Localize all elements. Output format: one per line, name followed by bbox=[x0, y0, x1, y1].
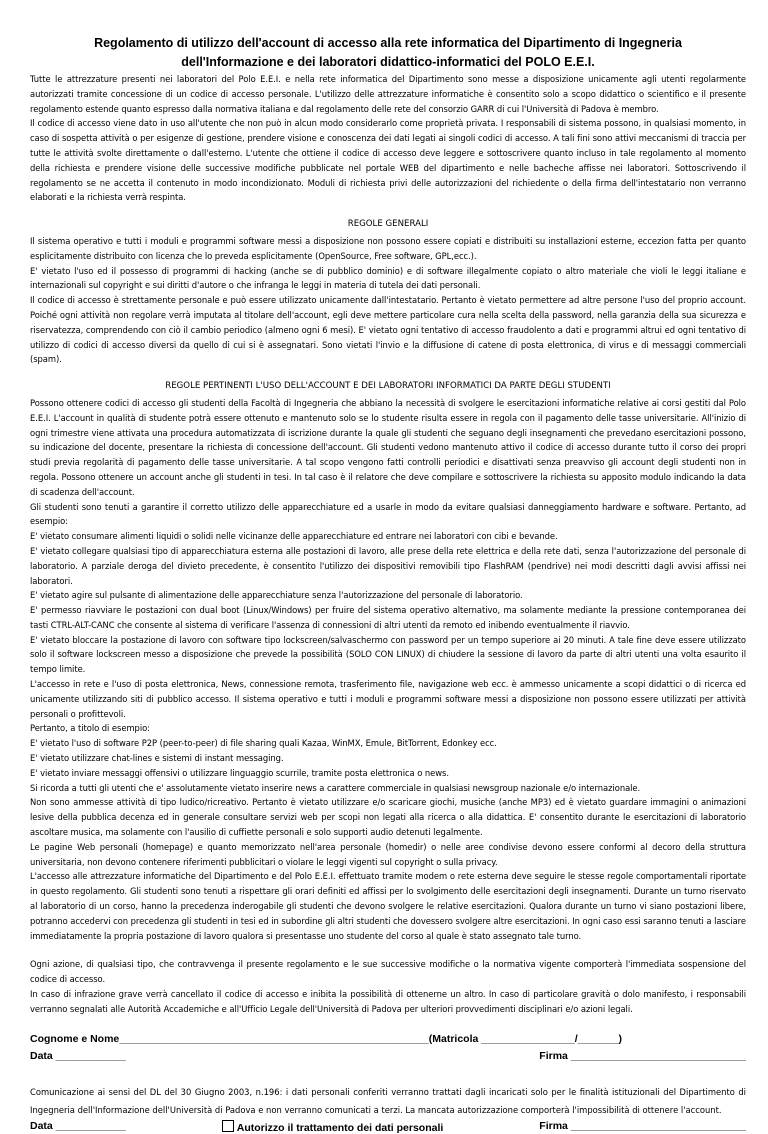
rule-paragraph: Gli studenti sono tenuti a garantire il corretto utilizzo delle apparecchiature ed a usarle in modo da evitare qualsiasi danneggiamento hardware e software. Pertanto, ad esempio: bbox=[30, 501, 746, 527]
name-field-row bbox=[30, 1031, 746, 1048]
rule-paragraph: Pertanto, a titolo di esempio: bbox=[30, 723, 150, 734]
rule-paragraph: Si ricorda a tutti gli utenti che e' assolutamente vietato inserire news a carattere commerciale in qualsiasi newsgroup nazionale e/o internazionale. bbox=[30, 782, 641, 793]
rule-paragraph: E' permesso riavviare le postazioni con dual boot (Linux/Windows) per fruire del sistema operativo alternativo, ma solamente mediante la pressione contemporanea dei tasti CTRL-ALT-CANC che consente al sistema di verificare l'assenza di connessioni di altri utenti da remoto ed inibendo eventualmente il riavvio. bbox=[30, 605, 746, 630]
regulation-document bbox=[30, 34, 746, 1134]
intro-section bbox=[30, 72, 746, 205]
privacy-date-field[interactable]: Data ____________ bbox=[30, 1119, 126, 1132]
rule-paragraph: Non sono ammesse attività di tipo ludico/ricreativo. Pertanto è vietato utilizzare e/o scaricare giochi, musiche (anche MP3) ed è vietato guardare immagini o animazioni lesive della pubblica decenza ed in generale consultare servizi web per scopi non legati alla ricerca o alla didattica. E' consentito durante le esercitazioni di laboratorio ascoltare musica, ma solamente con l'ausilio di cuffiette personali e solo supporti audio detenuti legalmente. bbox=[30, 797, 746, 838]
rule-paragraph: E' vietato inviare messaggi offensivi o utilizzare linguaggio scurrile, tramite posta elettronica o news. bbox=[30, 767, 449, 778]
rule-paragraph: Il codice di accesso è strettamente personale e può essere utilizzato unicamente dall'intestatario. Pertanto è vietato permettere ad altre persone l'uso del proprio account. Poiché ogni attività non regolare verrà imputata al titolare dell'account, egli deve mettere particolare cura nella scelta della password, nella garanzia della sua sicurezza e riservatezza, comprendendo con ciò il cambio periodico (almeno ogni 6 mesi). E' vietato ogni tentativo di accesso fraudolento a dati e programmi altrui ed ogni tentativo di utilizzo di codici di accesso diversi da quello di cui si è assegnatari. Sono vietati l'invio e la diffusione di catene di posta elettronica, di virus e di messaggi commerciali (spam). bbox=[30, 295, 746, 365]
signature-field[interactable]: Firma ______________________________ bbox=[539, 1049, 746, 1062]
privacy-signature-row bbox=[30, 1120, 746, 1134]
rule-paragraph: E' vietato utilizzare chat-lines e sistemi di instant messaging. bbox=[30, 753, 284, 764]
date-field[interactable]: Data ____________ bbox=[30, 1049, 126, 1062]
closing-paragraph: Ogni azione, di qualsiasi tipo, che contravvenga il presente regolamento e le sue successive modifiche o la normativa vigente comporterà l'immediata sospensione del codice di accesso. bbox=[30, 959, 746, 985]
closing-paragraph: In caso di infrazione grave verrà cancellato il codice di accesso e inibita la possibilità di ottenerne un altro. In caso di particolare gravità o dolo manifesto, i responsabili verranno segnalati alle Autorità Accademiche e all'Ufficio Legale dell'Università di Padova per ulteriori provvedimenti disciplinari e/o azioni legali. bbox=[30, 989, 746, 1014]
section-heading-students: REGOLE PERTINENTI L'USO DELL'ACCOUNT E DEI LABORATORI INFORMATICI DA PARTE DEGLI STUDENTI bbox=[165, 381, 611, 392]
privacy-notice: Comunicazione ai sensi del DL del 30 Giugno 2003, n.196: i dati personali conferiti verranno trattati dagli incaricati solo per le finalità istituzionali del Dipartimento di Ingegneria dell'Informazione dell'Università di Padova e non verranno comunicati a terzi. La mancata autorizzazione comporterà l'impossibilità di ottenere l'account. bbox=[30, 1086, 746, 1115]
checkbox-icon[interactable] bbox=[222, 1120, 234, 1132]
rule-paragraph: E' vietato agire sul pulsante di alimentazione delle apparecchiature senza l'autorizzazione del personale di laboratorio. bbox=[30, 590, 523, 601]
rule-paragraph: Le pagine Web personali (homepage) e quanto memorizzato nell'area personale (homedir) o nelle aree condivise devono essere conformi al decoro della struttura universitaria, non devono contenere riferimenti pubblicitari o violare le leggi vigenti sul copyright o sulla privacy. bbox=[30, 841, 746, 867]
privacy-signature-field[interactable]: Firma ______________________________ bbox=[539, 1119, 746, 1132]
authorize-checkbox-group[interactable] bbox=[222, 1120, 444, 1134]
date-signature-row bbox=[30, 1048, 746, 1065]
rule-paragraph: E' vietato bloccare la postazione di lavoro con software tipo lockscreen/salvaschermo con password per un tempo superiore ai 20 minuti. A tale fine deve essere utilizzato solo il software lockscreen messo a disposizione che prevede la possibilità (SOLO CON LINUX) di chiudere la sessione di lavoro da parte di altri utenti una volta esaurito il tempo limite. bbox=[30, 634, 746, 675]
rule-paragraph: E' vietato consumare alimenti liquidi o solidi nelle vicinanze delle apparecchiature ed entrare nei laboratori con cibi e bevande. bbox=[30, 531, 558, 542]
name-matricola-field[interactable]: Cognome e Nome_____________________________________________________(Matricola ________________/_______) bbox=[30, 1032, 622, 1045]
rule-paragraph: L'accesso alle attrezzature informatiche del Dipartimento e del Polo E.E.I. effettuato tramite modem o rete esterna deve seguire le stesse regole comportamentali riportate in questo regolamento. Gli studenti sono tenuti a rispettare gli orari definiti ed affissi per lo svolgimento delle esercitazioni degli insegnamenti. Durante un turno riservato al laboratorio di un corso, hanno la precedenza inderogabile gli studenti che devono svolgere le relative esercitazioni. Qualora durante un turno vi siano postazioni libere, potranno accedervi con precedenza gli studenti in tesi ed in subordine gli altri studenti che dovessero svolgere altre esercitazioni. In ogni caso essi saranno tenuti a lasciare immediatamente la propria postazione di lavoro qualora si presentasse uno studente del corso al quale è stato assegnato tale turno. bbox=[30, 871, 746, 941]
section-heading-general: REGOLE GENERALI bbox=[347, 219, 429, 230]
rule-paragraph: Il sistema operativo e tutti i moduli e programmi software messi a disposizione non possono essere copiati e distribuiti su installazioni esterne, eccezion fatta per quanto esplicitamente distribuito con licenza che lo preveda esplicitamente (OpenSource, Free software, GPL,ecc.). bbox=[30, 235, 746, 261]
title-line-1: Regolamento di utilizzo dell'account di accesso alla rete informatica del Dipartimento di Ingegneria bbox=[94, 36, 682, 50]
rule-paragraph: E' vietato collegare qualsiasi tipo di apparecchiatura esterna alle postazioni di lavoro, alle prese della rete elettrica e della rete dati, senza l'autorizzazione del personale di laboratorio. A parziale deroga del divieto precedente, è consentito l'utilizzo dei dispositivi removibili tipo FlashRAM (pendrive) nei modi descritti dagli avvisi affissi nei laboratori. bbox=[30, 545, 746, 586]
rule-paragraph: E' vietato l'uso ed il possesso di programmi di hacking (anche se di pubblico dominio) e di software illegalmente copiato o altro materiale che violi le leggi italiane e internazionali sul copyright e sui diritti d'autore o che infranga le leggi in materia di tutela dei dati personali. bbox=[30, 265, 746, 291]
rule-paragraph: Possono ottenere codici di accesso gli studenti della Facoltà di Ingegneria che abbiano la necessità di svolgere le esercitazioni informatiche relative ai corsi gestiti dal Polo E.E.I. L'account in qualità di studente potrà essere ottenuto e mantenuto solo se lo studente risulta essere in regola con il pagamento delle tasse universitarie. All'inizio di ogni trimestre viene attivata una procedura automatizzata di iscrizione durante la quale gli studenti che seguano degli insegnamenti che prevedano esercitazioni possono, su indicazione del docente, presentare la richiesta di concessione dell'account. Gli studenti vedono mantenuto attivo il codice di accesso durante tutto il corso dei propri studi previa regolarità di pagamento delle tasse universitarie. A tal scopo vengono fatti controlli periodici e disattivati senza preavviso gli account degli studenti non in regola. Possono ottenere un account anche gli studenti in tesi. In tal caso è il relatore che deve compilare e sottoscrivere la richiesta su apposito modulo indicando la data di scadenza dell'account. bbox=[30, 397, 746, 497]
general-rules-section bbox=[30, 234, 746, 367]
intro-paragraph: Il codice di accesso viene dato in uso all'utente che non può in alcun modo considerarlo come proprietà privata. I responsabili di sistema possono, in qualsiasi momento, in caso di sospetta attività o per esigenze di gestione, prendere visione e conoscenza dei dati legati ai singoli codici di accesso. A tali fini sono attivi meccanismi di traccia per tutte le attività svolte direttamente o dall'esterno. L'utente che ottiene il codice di accesso deve leggere e sottoscrivere quanto incluso in tale regolamento al momento della richiesta e prendere visione delle successive modifiche pubblicate nel portale WEB del dipartimento e nelle bacheche affisse nei laboratori. Sottoscrivendo il regolamento se ne accetta il contenuto in modo incondizionato. Moduli di richiesta privi delle autorizzazioni del richiedente o della firma dell'intestatario non verranno elaborati e la richiesta verrà respinta. bbox=[30, 118, 746, 203]
closing-section bbox=[30, 957, 746, 1016]
student-rules-section bbox=[30, 396, 746, 943]
intro-paragraph: Tutte le attrezzature presenti nei laboratori del Polo E.E.I. e nella rete informatica del Dipartimento sono messe a disposizione unicamente agli utenti regolarmente autorizzati tramite concessione di un codice di accesso personale. L'utilizzo delle attrezzature informatiche è consentito solo a scopo didattico o scientifico e il presente regolamento estende quanto espresso dalla normativa italiana e dal regolamento delle rete del consorzio GARR di cui l'Università di Padova è membro. bbox=[30, 74, 746, 114]
title-line-2: dell'Informazione e dei laboratori didattico-informatici del POLO E.E.I. bbox=[181, 55, 595, 69]
rule-paragraph: E' vietato l'uso di software P2P (peer-to-peer) di file sharing quali Kazaa, WinMX, Emule, BitTorrent, Edonkey ecc. bbox=[30, 738, 497, 749]
authorize-label: Autorizzo il trattamento dei dati personali bbox=[236, 1121, 444, 1134]
document-title bbox=[30, 34, 746, 72]
rule-paragraph: L'accesso in rete e l'uso di posta elettronica, News, connessione remota, trasferimento file, navigazione web ecc. è ammesso unicamente a scopi didattici o di ricerca ed unicamente utilizzando siti di pubblico accesso. Il sistema operativo e tutti i moduli e programmi software messi a disposizione non possono essere utilizzati per attività personali o profittevoli. bbox=[30, 679, 746, 719]
